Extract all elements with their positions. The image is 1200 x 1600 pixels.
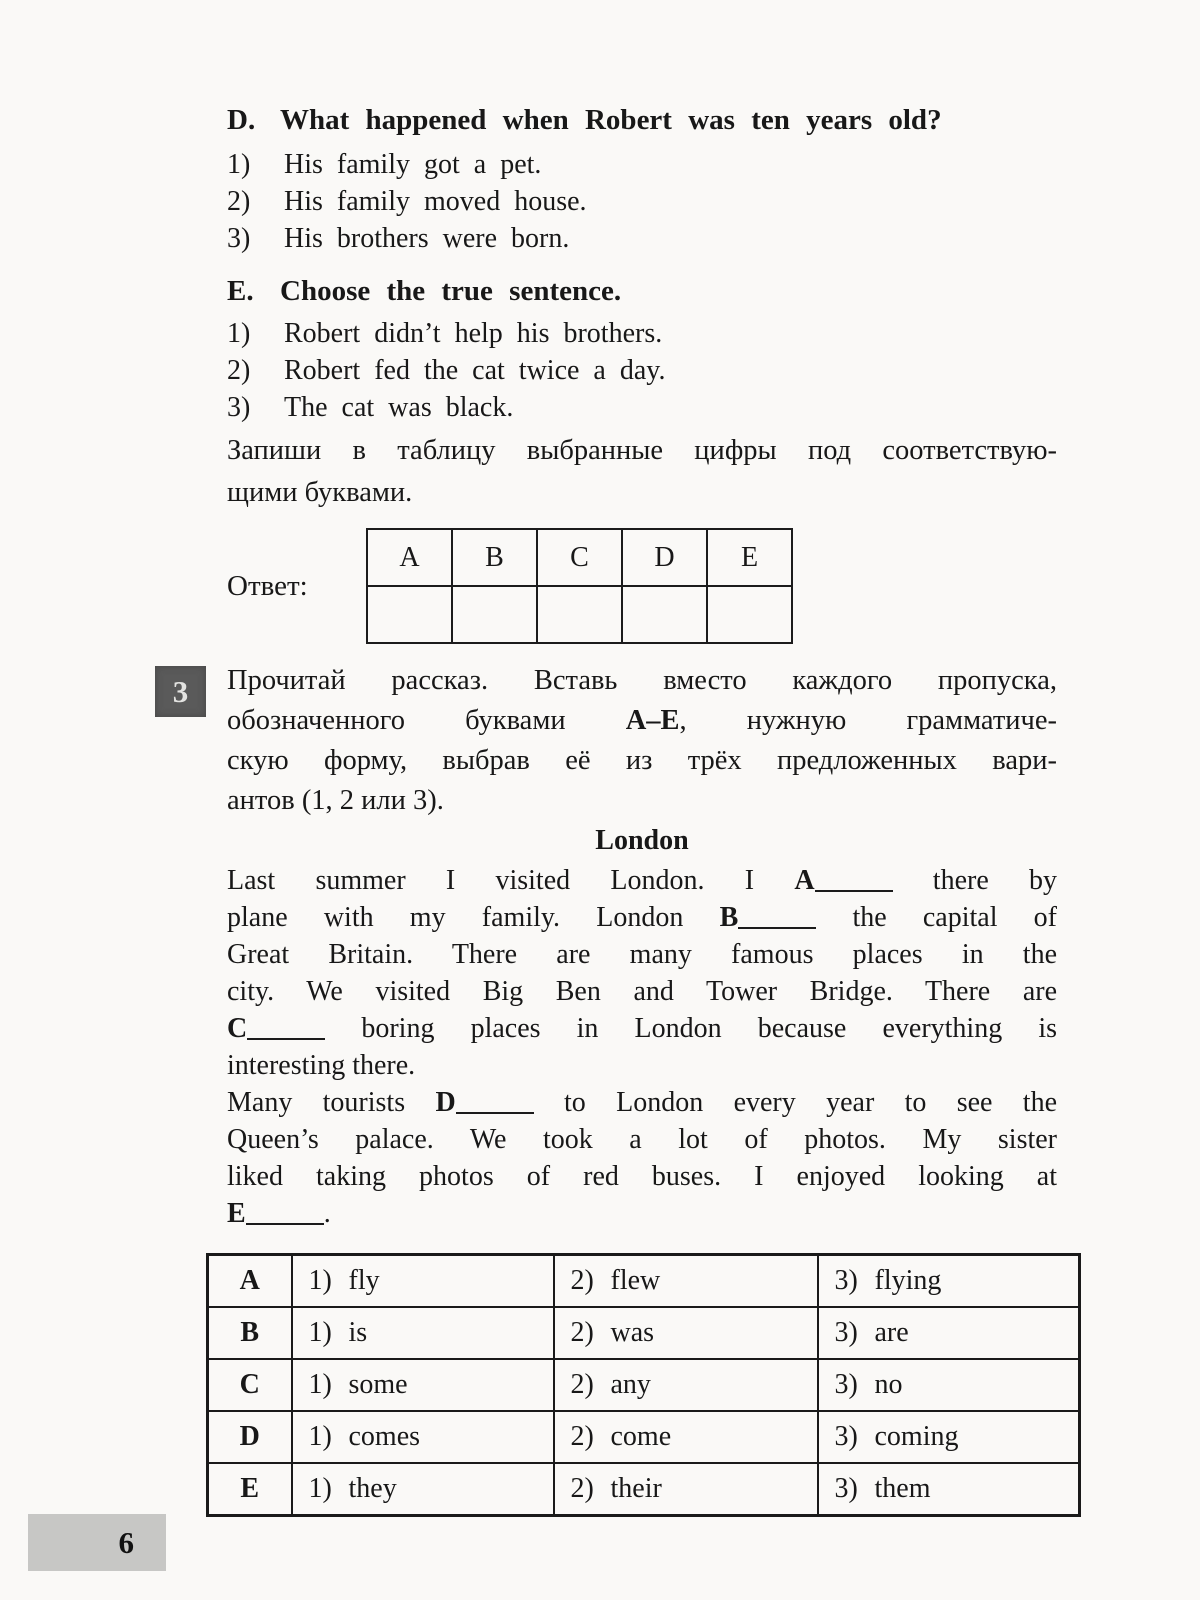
question-e-title: Choose the true sentence. (280, 275, 622, 307)
task-number: 3 (172, 673, 189, 709)
answer-cell (622, 586, 707, 643)
option-number: 3) (834, 1473, 858, 1504)
option-number: 3) (227, 392, 251, 423)
text-segment: , нужную грамматиче- (679, 705, 1057, 736)
option-number: 2) (227, 186, 251, 217)
text-segment: Queen’s palace. We took a lot of photos. My sister (227, 1124, 1057, 1155)
option-text: flew (610, 1265, 661, 1296)
text-segment: the capital of (816, 902, 1057, 933)
answer-header-cell: A (367, 529, 452, 586)
answer-cell (537, 586, 622, 643)
option-number: 1) (308, 1421, 332, 1452)
option-text: Robert didn’t help his brothers. (284, 318, 663, 349)
text-line (227, 899, 1057, 936)
text-segment: Прочитай рассказ. Вставь вместо каждого пропуска, (227, 665, 1057, 696)
option-text: are (874, 1317, 909, 1348)
option-number: 1) (227, 149, 251, 180)
option-text: no (874, 1369, 903, 1400)
option-number: 2) (570, 1265, 594, 1296)
text-segment: plane with my family. London (227, 902, 720, 933)
gap-letter: A (794, 865, 815, 896)
gap-letter: E (227, 1198, 246, 1229)
text-segment: interesting there. (227, 1050, 416, 1081)
answer-cell (707, 586, 792, 643)
answer-section (227, 528, 793, 644)
row-letter: D (208, 1411, 292, 1463)
gap-letter: А–Е (625, 705, 680, 736)
option-number: 1) (308, 1317, 332, 1348)
option-cell (818, 1411, 1080, 1463)
gap-letter: D (435, 1087, 456, 1118)
option-cell (818, 1463, 1080, 1516)
text-segment: Great Britain. There are many famous places in the (227, 939, 1057, 970)
text-segment: антов (1, 2 или 3). (227, 785, 444, 816)
option-cell (292, 1359, 554, 1411)
text-segment: liked taking photos of red buses. I enjoyed looking at (227, 1161, 1057, 1192)
blank-line (246, 1223, 324, 1226)
options-table (206, 1253, 1081, 1517)
option-cell (292, 1255, 554, 1308)
option-cell (818, 1359, 1080, 1411)
text-segment: Many tourists (227, 1087, 436, 1118)
text-segment: to London every year to see the (533, 1087, 1058, 1118)
option-number: 1) (308, 1265, 332, 1296)
option-cell (292, 1307, 554, 1359)
option-number: 3) (834, 1369, 858, 1400)
text-line (227, 1047, 1057, 1084)
text-line (227, 430, 1057, 472)
option-number: 2) (227, 355, 251, 386)
text-line (227, 1121, 1057, 1158)
blank-line (815, 890, 893, 893)
answer-table (366, 528, 793, 644)
options-row (208, 1463, 1080, 1516)
option-text: coming (874, 1421, 959, 1452)
option-text: any (610, 1369, 651, 1400)
page-number-box (28, 1514, 166, 1571)
answer-cells-row (367, 586, 792, 643)
option-text: they (348, 1473, 397, 1504)
option-number: 3) (834, 1317, 858, 1348)
option-text: them (874, 1473, 931, 1504)
task-number-box (155, 666, 206, 717)
option-cell (554, 1255, 818, 1308)
option-number: 3) (227, 223, 251, 254)
question-e-options (227, 315, 1057, 426)
option-cell (818, 1307, 1080, 1359)
story-title: London (595, 825, 689, 856)
answer-cell (367, 586, 452, 643)
option-number: 2) (570, 1421, 594, 1452)
question-e-label: E. (227, 275, 254, 307)
option-text: The cat was black. (284, 392, 514, 423)
answer-header-row (367, 529, 792, 586)
question-d-title: What happened when Robert was ten years old? (280, 104, 942, 136)
option-text: is (348, 1317, 368, 1348)
option-number: 3) (834, 1265, 858, 1296)
text-segment: Запиши в таблицу выбранные цифры под соответствую- (227, 435, 1057, 466)
page-number: 6 (118, 1524, 134, 1560)
option-number: 1) (308, 1473, 332, 1504)
text-segment: скую форму, выбрав её из трёх предложенных вари- (227, 745, 1057, 776)
option-number: 2) (570, 1317, 594, 1348)
option-cell (554, 1359, 818, 1411)
text-segment: щими буквами. (227, 477, 413, 508)
option-cell (554, 1411, 818, 1463)
text-segment: city. We visited Big Ben and Tower Bridge. There are (227, 976, 1057, 1007)
option-text: some (348, 1369, 408, 1400)
row-letter: B (208, 1307, 292, 1359)
question-e-heading (227, 272, 621, 310)
text-line (227, 973, 1057, 1010)
option-cell (554, 1307, 818, 1359)
option-text: His family got a pet. (284, 149, 542, 180)
option-text: His brothers were born. (284, 223, 570, 254)
option-row (227, 352, 1057, 389)
text-line (227, 741, 1057, 781)
option-text: their (610, 1473, 662, 1504)
option-cell (292, 1411, 554, 1463)
option-number: 1) (227, 318, 251, 349)
option-number: 1) (308, 1369, 332, 1400)
question-d-options (227, 146, 1057, 257)
text-line (227, 1195, 1057, 1232)
text-line (227, 862, 1057, 899)
story-passage (227, 862, 1057, 1232)
row-letter: E (208, 1463, 292, 1516)
answer-header-cell: D (622, 529, 707, 586)
option-number: 3) (834, 1421, 858, 1452)
option-row (227, 183, 1057, 220)
option-cell (292, 1463, 554, 1516)
blank-line (738, 927, 816, 930)
write-answers-instruction (227, 430, 1057, 514)
text-segment: boring places in London because everything is (325, 1013, 1057, 1044)
text-line (227, 472, 1057, 514)
text-line (227, 936, 1057, 973)
text-segment: Last summer I visited London. I (227, 865, 795, 896)
option-row (227, 146, 1057, 183)
option-row (227, 315, 1057, 352)
options-row (208, 1255, 1080, 1308)
option-text: His family moved house. (284, 186, 587, 217)
options-row (208, 1359, 1080, 1411)
answer-label: Ответ: (227, 569, 308, 602)
question-d-label: D. (227, 104, 256, 136)
answer-header-cell: C (537, 529, 622, 586)
row-letter: C (208, 1359, 292, 1411)
text-segment: there by (892, 865, 1057, 896)
option-text: flying (874, 1265, 942, 1296)
option-text: come (610, 1421, 672, 1452)
text-line (227, 1010, 1057, 1047)
option-number: 2) (570, 1369, 594, 1400)
question-d-heading (227, 101, 942, 139)
blank-line (247, 1038, 325, 1041)
text-line (227, 781, 1057, 821)
option-cell (554, 1463, 818, 1516)
option-row (227, 389, 1057, 426)
option-text: Robert fed the cat twice a day. (284, 355, 666, 386)
text-line (227, 661, 1057, 701)
gap-letter: B (719, 902, 739, 933)
option-text: comes (348, 1421, 421, 1452)
option-cell (818, 1255, 1080, 1308)
option-text: was (610, 1317, 655, 1348)
gap-letter: C (227, 1013, 248, 1044)
option-row (227, 220, 1057, 257)
answer-header-cell: E (707, 529, 792, 586)
option-text: fly (348, 1265, 380, 1296)
blank-line (456, 1112, 534, 1115)
text-segment: . (323, 1198, 331, 1229)
text-line (227, 1158, 1057, 1195)
options-row (208, 1307, 1080, 1359)
text-line (227, 701, 1057, 741)
text-segment: обозначенного буквами (227, 705, 626, 736)
answer-cell (452, 586, 537, 643)
text-line (227, 1084, 1057, 1121)
answer-header-cell: B (452, 529, 537, 586)
task3-instruction (227, 661, 1057, 821)
options-row (208, 1411, 1080, 1463)
row-letter: A (208, 1255, 292, 1308)
option-number: 2) (570, 1473, 594, 1504)
